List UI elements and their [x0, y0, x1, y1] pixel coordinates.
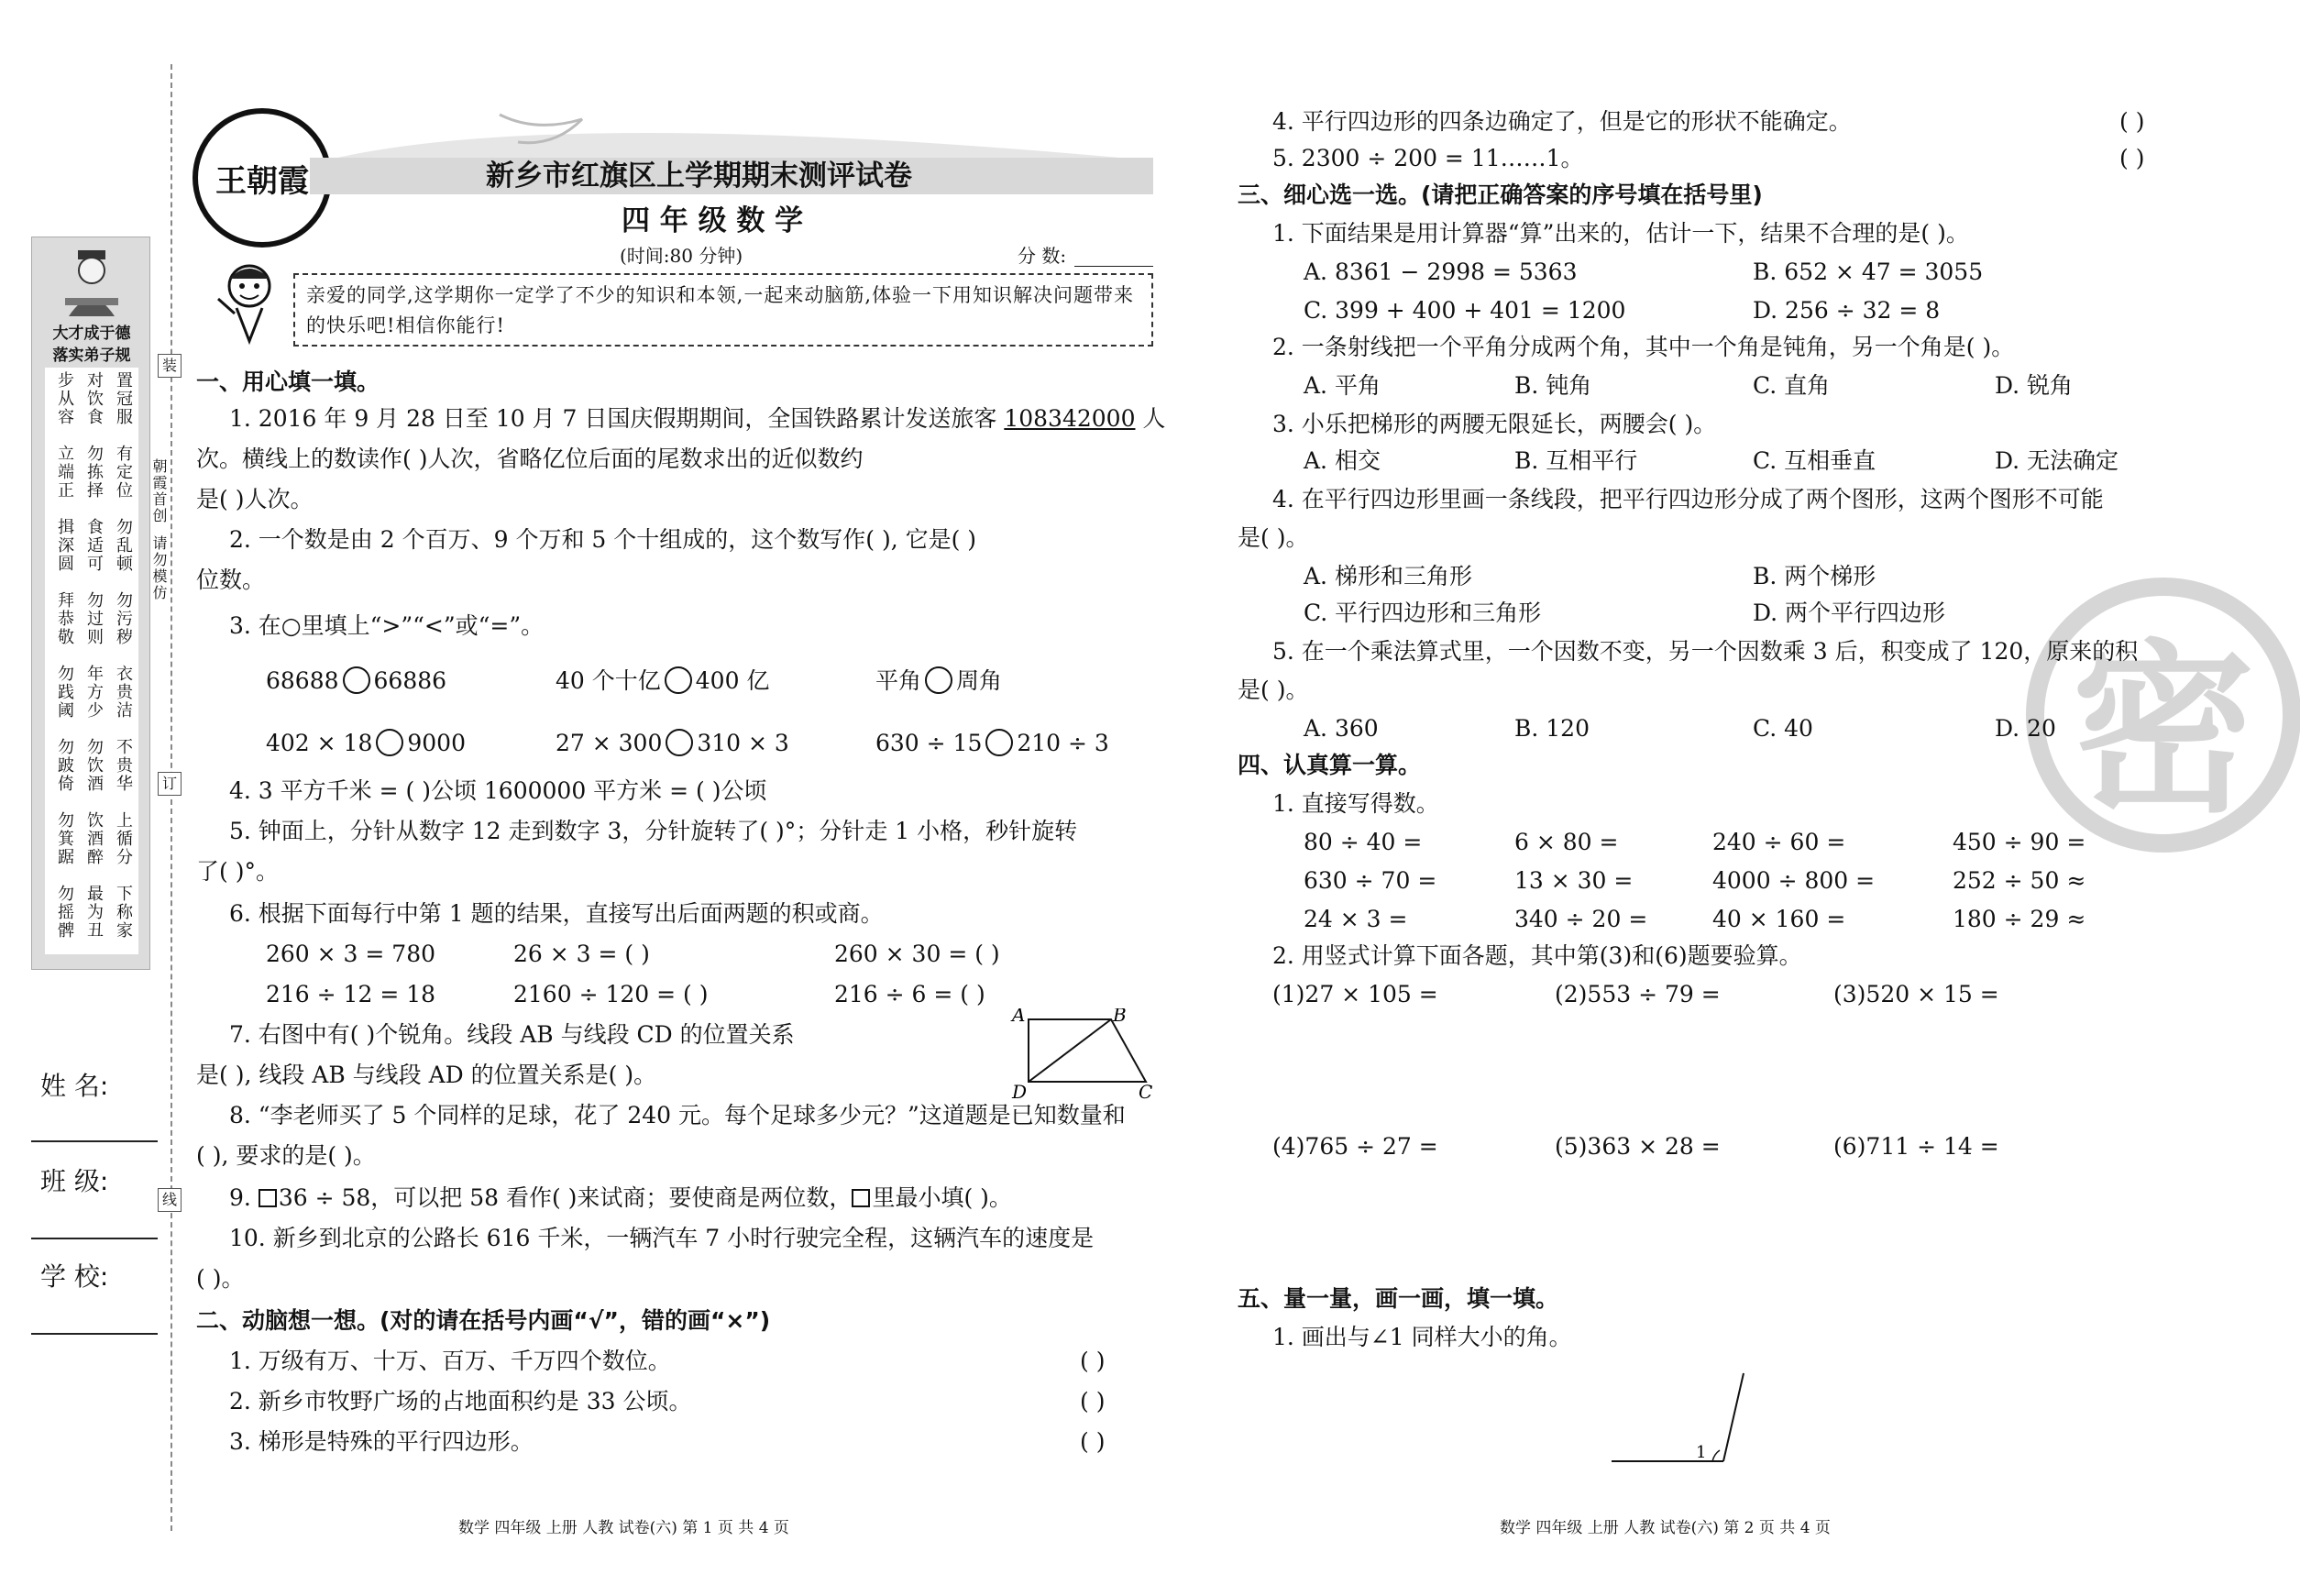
- binding-dashed-line: [171, 64, 172, 1531]
- compare-4-right: 9000: [407, 730, 466, 756]
- angle-figure: [1604, 1366, 1751, 1467]
- calc-r2-c3: 4000 ÷ 800 =: [1712, 867, 1876, 894]
- choice-5-b[interactable]: B. 120: [1514, 715, 1590, 742]
- label-c: C: [1139, 1081, 1153, 1100]
- cut-mark-1: 装: [158, 354, 182, 378]
- rule-phrase: 不贵华: [114, 738, 133, 793]
- rule-phrase: 步从容: [55, 371, 74, 426]
- vert-4: (4)765 ÷ 27 =: [1272, 1133, 1438, 1160]
- section-2-heading: 二、动脑想一想。(对的请在括号内画“√”，错的画“×”): [196, 1307, 771, 1334]
- q5-line-2: 了( )°。: [196, 858, 279, 885]
- calc-r1-c3: 240 ÷ 60 =: [1712, 829, 1846, 855]
- calc-r1-c1: 80 ÷ 40 =: [1304, 829, 1423, 855]
- q1-number: 108342000: [1004, 405, 1136, 432]
- q5-line-1: 5. 钟面上，分针从数字 12 走到数字 3，分针旋转了( )°；分针走 1 小格，秒针旋转: [229, 818, 1078, 844]
- rule-phrase: 最为丑: [84, 885, 104, 940]
- choice-5-d[interactable]: D. 20: [1995, 715, 2056, 742]
- choice-5-a[interactable]: A. 360: [1304, 715, 1379, 742]
- choice-1-a[interactable]: A. 8361 − 2998 = 5363: [1304, 259, 1578, 285]
- q8-line-1: 8. “李老师买了 5 个同样的足球，花了 240 元。每个足球多少元？”这道题是已知数量和: [229, 1102, 1126, 1128]
- compare-4-circle[interactable]: [376, 729, 403, 756]
- school-label: 学 校:: [40, 1261, 109, 1292]
- cut-mark-2: 订: [158, 772, 182, 796]
- rules-panel: [31, 237, 150, 970]
- calc-r3-c1: 24 × 3 =: [1304, 906, 1408, 932]
- trapezoid-figure: [1008, 1008, 1155, 1100]
- compare-6-left: 630 ÷ 15: [875, 730, 983, 756]
- choice-5-line-1: 5. 在一个乘法算式里，一个因数不变，另一个因数乘 3 后，积变成了 120，原来的积: [1272, 638, 2139, 665]
- angle-label: 1: [1696, 1443, 1707, 1462]
- name-field[interactable]: [31, 1140, 158, 1142]
- rules-grid: [50, 371, 133, 958]
- rule-phrase: 食适可: [84, 518, 104, 573]
- rule-phrase: 下称家: [114, 885, 133, 940]
- tf-5-paren[interactable]: ( ): [2119, 145, 2145, 171]
- choice-4-a[interactable]: A. 梯形和三角形: [1304, 563, 1472, 589]
- q9-box-1[interactable]: [259, 1189, 277, 1207]
- q1-text-b: 人: [1135, 405, 1166, 432]
- choice-4-d[interactable]: D. 两个平行四边形: [1753, 600, 1946, 626]
- compare-1-circle[interactable]: [343, 666, 370, 694]
- choice-1: 1. 下面结果是用计算器“算”出来的，估计一下，结果不合理的是( )。: [1272, 220, 1969, 247]
- label-a: A: [1012, 1008, 1026, 1026]
- q6-r1-c3: 260 × 30 = ( ): [834, 941, 1000, 967]
- q10-line-2: ( )。: [196, 1265, 245, 1292]
- choice-3-d[interactable]: D. 无法确定: [1995, 447, 2119, 474]
- stamp-text: 密: [2071, 623, 2255, 838]
- calc-r3-c4: 180 ÷ 29 ≈: [1953, 906, 2086, 932]
- rule-phrase: 衣贵洁: [114, 665, 133, 720]
- tf-5: 5. 2300 ÷ 200 = 11……1。: [1272, 145, 1584, 171]
- q1-line-1: [229, 403, 1165, 435]
- choice-3-c[interactable]: C. 互相垂直: [1753, 447, 1876, 474]
- tf-1-paren[interactable]: ( ): [1080, 1348, 1106, 1374]
- rule-phrase: 勿摇髀: [55, 885, 74, 940]
- intro-text: 亲爱的同学,这学期你一定学了不少的知识和本领,一起来动脑筋,体验一下用知识解决问题带来的快乐吧!相信你能行!: [306, 284, 1135, 336]
- rule-phrase: 年方少: [84, 665, 104, 720]
- section-5-heading: 五、量一量，画一画，填一填。: [1238, 1285, 1559, 1312]
- intro-box: [293, 273, 1153, 347]
- q7-line-2: 是( ), 线段 AB 与线段 AD 的位置关系是( )。: [196, 1062, 657, 1088]
- motto-2: 落实弟子规: [52, 347, 131, 365]
- compare-1-left: 68688: [266, 667, 339, 694]
- calc-r3-c2: 340 ÷ 20 =: [1514, 906, 1648, 932]
- tf-2-paren[interactable]: ( ): [1080, 1388, 1106, 1414]
- rule-phrase: 勿过则: [84, 591, 104, 646]
- q10-line-1: 10. 新乡到北京的公路长 616 千米，一辆汽车 7 小时行驶完全程，这辆汽车的速度是: [229, 1225, 1095, 1251]
- tf-4-paren[interactable]: ( ): [2119, 108, 2145, 135]
- choice-1-d[interactable]: D. 256 ÷ 32 = 8: [1753, 297, 1941, 324]
- q6-r2-c1: 216 ÷ 12 = 18: [266, 981, 436, 1007]
- school-field[interactable]: [31, 1333, 158, 1335]
- q9-text-b: 里最小填( )。: [872, 1184, 1012, 1211]
- compare-4: [266, 728, 466, 759]
- compare-3-left: 平角: [875, 667, 922, 694]
- rule-phrase: 有定位: [114, 445, 133, 500]
- rule-phrase: 勿乱顿: [114, 518, 133, 573]
- class-field[interactable]: [31, 1238, 158, 1239]
- footer-right: 数学 四年级 上册 人教 试卷(六) 第 2 页 共 4 页: [1500, 1519, 1831, 1537]
- rule-phrase: 揖深圆: [55, 518, 74, 573]
- motto-1: 大才成于德: [52, 325, 131, 343]
- choice-2-c[interactable]: C. 直角: [1753, 372, 1831, 399]
- choice-4-b[interactable]: B. 两个梯形: [1753, 563, 1876, 589]
- rule-phrase: 勿践阈: [55, 665, 74, 720]
- q6-r1-c2: 26 × 3 = ( ): [513, 941, 650, 967]
- q2-line-1: 2. 一个数是由 2 个百万、9 个万和 5 个十组成的，这个数写作( ), 它是( ): [229, 526, 977, 553]
- vertical-heading: 2. 用竖式计算下面各题，其中第(3)和(6)题要验算。: [1272, 942, 1802, 969]
- compare-2-left: 40 个十亿: [556, 667, 661, 694]
- rule-phrase: 勿箕踞: [55, 811, 74, 866]
- choice-1-c[interactable]: C. 399 + 400 + 401 = 1200: [1304, 297, 1626, 324]
- compare-2-right: 400 亿: [695, 667, 770, 694]
- choice-5-line-2: 是( )。: [1238, 677, 1309, 703]
- rule-phrase: 饮酒醉: [84, 811, 104, 866]
- compare-1-right: 66886: [373, 667, 447, 694]
- side-note-1: 朝霞首创: [150, 458, 168, 524]
- time-note: (时间:80 分钟): [620, 245, 743, 267]
- class-label: 班 级:: [40, 1166, 109, 1196]
- q4-text: 4. 3 平方千米 = ( )公顷 1600000 平方米 = ( )公顷: [229, 777, 767, 804]
- rule-phrase: 上循分: [114, 811, 133, 866]
- tf-3: 3. 梯形是特殊的平行四边形。: [229, 1428, 534, 1455]
- tf-1: 1. 万级有万、十万、百万、千万四个数位。: [229, 1348, 671, 1374]
- q9-text-a: 36 ÷ 58，可以把 58 看作( )来试商；要使商是两位数，: [278, 1184, 853, 1211]
- calc-heading: 1. 直接写得数。: [1272, 790, 1439, 817]
- compare-3: [875, 666, 1002, 697]
- choice-2-d[interactable]: D. 锐角: [1995, 372, 2074, 399]
- compare-6-circle[interactable]: [985, 729, 1013, 756]
- choice-3: 3. 小乐把梯形的两腰无限延长，两腰会( )。: [1272, 411, 1717, 437]
- rule-phrase: 勿拣择: [84, 445, 104, 500]
- vert-6: (6)711 ÷ 14 =: [1833, 1133, 1999, 1160]
- compare-1: [266, 666, 446, 697]
- rule-phrase: 置冠服: [114, 371, 133, 426]
- q6-r1-c1: 260 × 3 = 780: [266, 941, 436, 967]
- q1-line-2: 次。横线上的数读作( )人次，省略亿位后面的尾数求出的近似数约: [196, 446, 864, 472]
- logo-text: 王朝霞: [215, 162, 309, 200]
- q3-text: 3. 在○里填上“>”“<”或“=”。: [229, 612, 545, 639]
- choice-4-c[interactable]: C. 平行四边形和三角形: [1304, 600, 1542, 626]
- choice-5-c[interactable]: C. 40: [1753, 715, 1813, 742]
- q1-text-a: 1. 2016 年 9 月 28 日至 10 月 7 日国庆假期期间，全国铁路累计发送旅客: [229, 405, 1005, 432]
- choice-3-a[interactable]: A. 相交: [1304, 447, 1381, 474]
- score-label: 分 数:: [1018, 245, 1067, 267]
- q9-text: [229, 1183, 1012, 1214]
- compare-3-right: 周角: [956, 667, 1003, 694]
- vert-5: (5)363 × 28 =: [1555, 1133, 1721, 1160]
- compare-5-left: 27 × 300: [556, 730, 663, 756]
- compare-5-circle[interactable]: [666, 729, 693, 756]
- section-1-heading: 一、用心填一填。: [196, 369, 380, 395]
- confidential-stamp: [2026, 578, 2300, 853]
- tf-3-paren[interactable]: ( ): [1080, 1428, 1106, 1455]
- q9-number: 9.: [229, 1184, 259, 1211]
- q6-r2-c3: 216 ÷ 6 = ( ): [834, 981, 985, 1007]
- q1-line-3: 是( )人次。: [196, 486, 314, 512]
- calc-r2-c4: 252 ÷ 50 ≈: [1953, 867, 2086, 894]
- scholar-icon: [60, 245, 124, 318]
- calc-r2-c1: 630 ÷ 70 =: [1304, 867, 1437, 894]
- choice-2-a[interactable]: A. 平角: [1304, 372, 1381, 399]
- calc-r1-c2: 6 × 80 =: [1514, 829, 1619, 855]
- compare-4-left: 402 × 18: [266, 730, 373, 756]
- q9-box-2[interactable]: [852, 1189, 870, 1207]
- q7-line-1: 7. 右图中有( )个锐角。线段 AB 与线段 CD 的位置关系: [229, 1021, 795, 1048]
- rule-phrase: 勿污秽: [114, 591, 133, 646]
- choice-4-line-1: 4. 在平行四边形里画一条线段，把平行四边形分成了两个图形，这两个图形不可能: [1272, 486, 2104, 512]
- draw-angle-task: 1. 画出与∠1 同样大小的角。: [1272, 1324, 1572, 1350]
- compare-5: [556, 728, 789, 759]
- calc-r2-c2: 13 × 30 =: [1514, 867, 1634, 894]
- choice-2-b[interactable]: B. 钝角: [1514, 372, 1592, 399]
- section-4-heading: 四、认真算一算。: [1238, 752, 1422, 778]
- rule-phrase: 对饮食: [84, 371, 104, 426]
- q6-r2-c2: 2160 ÷ 120 = ( ): [513, 981, 709, 1007]
- section-3-heading: 三、细心选一选。(请把正确答案的序号填在括号里): [1238, 182, 1763, 208]
- calc-r3-c3: 40 × 160 =: [1712, 906, 1846, 932]
- label-d: D: [1012, 1081, 1028, 1100]
- compare-3-circle[interactable]: [925, 666, 952, 694]
- compare-6: [875, 728, 1109, 759]
- compare-2: [556, 666, 769, 697]
- footer-left: 数学 四年级 上册 人教 试卷(六) 第 1 页 共 4 页: [458, 1519, 789, 1537]
- choice-1-b[interactable]: B. 652 × 47 = 3055: [1753, 259, 1984, 285]
- compare-2-circle[interactable]: [665, 666, 692, 694]
- mascot-icon: [213, 259, 286, 347]
- rule-phrase: 立端正: [55, 445, 74, 500]
- rule-phrase: 拜恭敬: [55, 591, 74, 646]
- label-b: B: [1113, 1008, 1127, 1026]
- rule-phrase: 勿饮酒: [84, 738, 104, 793]
- vert-2: (2)553 ÷ 79 =: [1555, 981, 1721, 1007]
- choice-3-b[interactable]: B. 互相平行: [1514, 447, 1638, 474]
- tf-4: 4. 平行四边形的四条边确定了，但是它的形状不能确定。: [1272, 108, 1852, 135]
- subject-title: 四 年 级 数 学: [622, 204, 804, 237]
- vert-3: (3)520 × 15 =: [1833, 981, 1999, 1007]
- compare-5-right: 310 × 3: [697, 730, 789, 756]
- name-label: 姓 名:: [40, 1071, 109, 1101]
- rules-box: [45, 368, 138, 954]
- cut-mark-3: 线: [158, 1188, 182, 1212]
- score-field[interactable]: [1074, 266, 1153, 267]
- q2-line-2: 位数。: [196, 567, 266, 593]
- choice-4-line-2: 是( )。: [1238, 524, 1309, 551]
- q8-line-2: ( ), 要求的是( )。: [196, 1142, 376, 1169]
- tf-2: 2. 新乡市牧野广场的占地面积约是 33 公顷。: [229, 1388, 692, 1414]
- calc-r1-c4: 450 ÷ 90 =: [1953, 829, 2086, 855]
- vert-1: (1)27 × 105 =: [1272, 981, 1438, 1007]
- side-note-2: 请勿模仿: [150, 535, 168, 601]
- exam-title: 新乡市红旗区上学期期末测评试卷: [486, 160, 912, 193]
- rule-phrase: 勿跛倚: [55, 738, 74, 793]
- side-note-col: [149, 458, 171, 601]
- compare-6-right: 210 ÷ 3: [1017, 730, 1109, 756]
- choice-2: 2. 一条射线把一个平角分成两个角，其中一个角是钝角，另一个角是( )。: [1272, 334, 2015, 360]
- q6-text: 6. 根据下面每行中第 1 题的结果，直接写出后面两题的积或商。: [229, 900, 884, 927]
